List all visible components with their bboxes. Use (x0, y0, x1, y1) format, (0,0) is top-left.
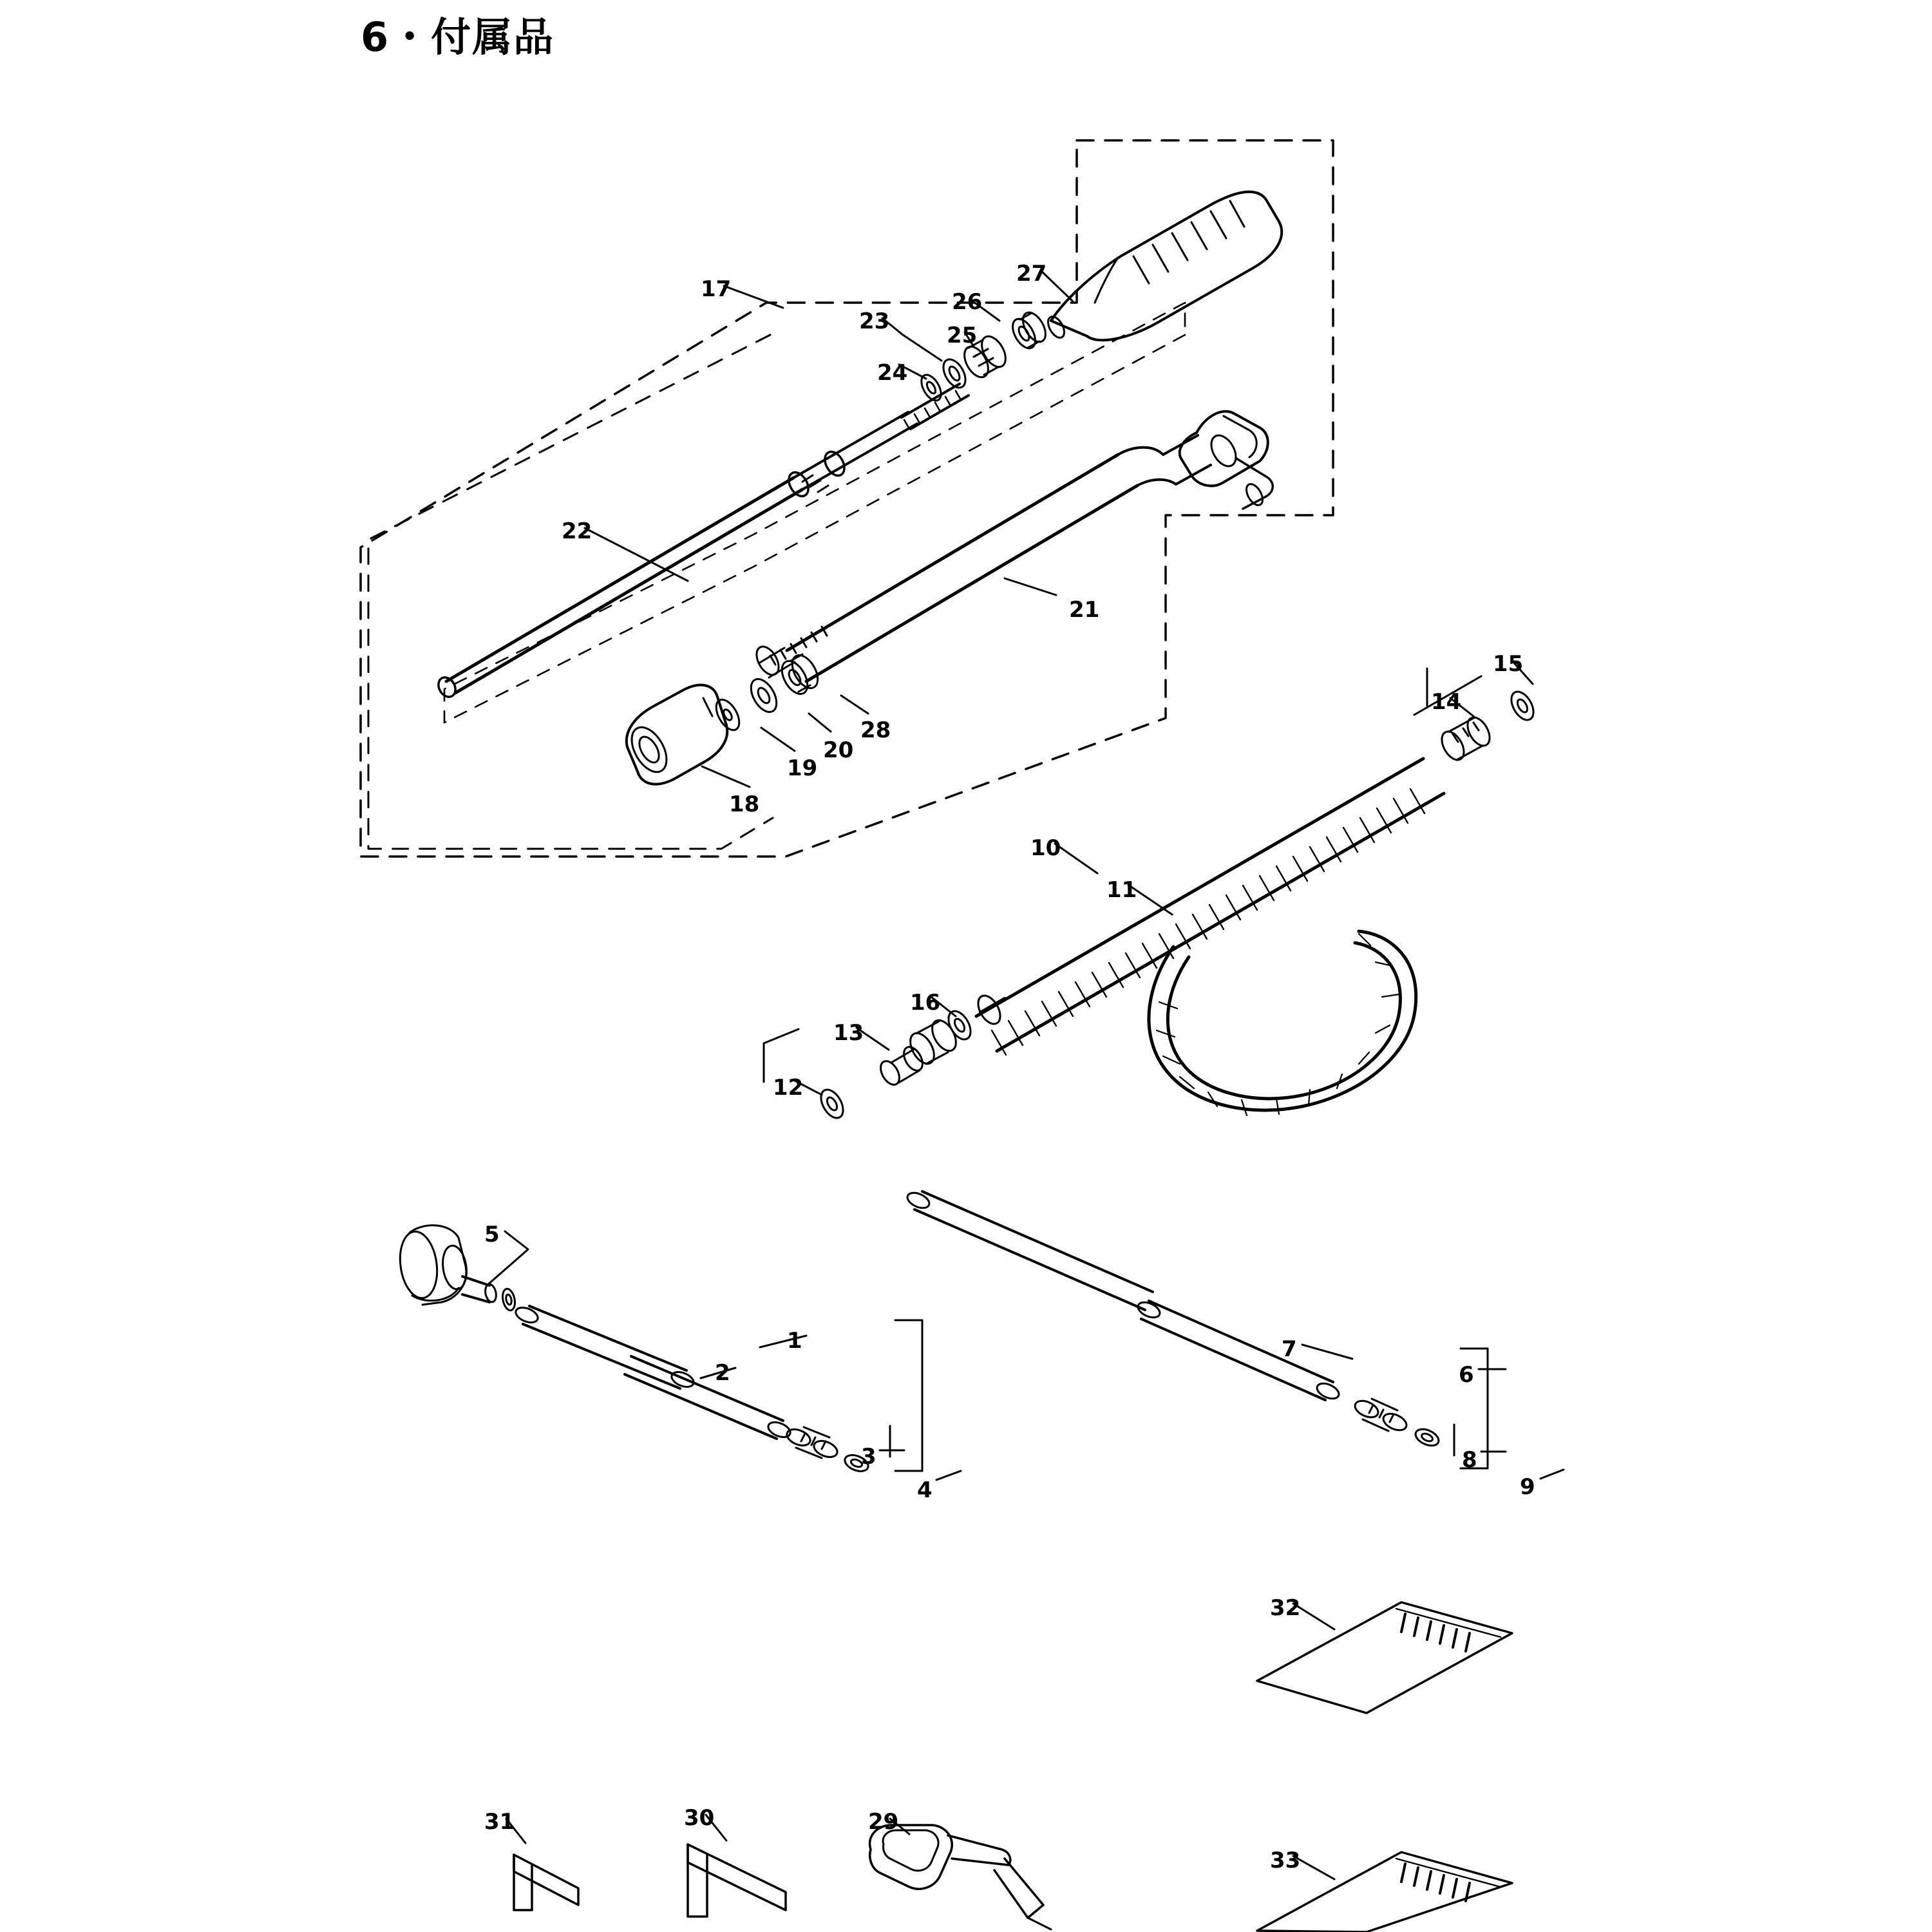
part-19-washer (712, 696, 744, 734)
callout-31: 31 (484, 1809, 515, 1835)
lance-inner-dashed-region (444, 303, 1185, 723)
part-11-hose (976, 759, 1444, 1115)
callout-17: 17 (701, 276, 732, 302)
callout-1: 1 (787, 1328, 802, 1354)
callout-29: 29 (868, 1809, 899, 1835)
callout-19: 19 (787, 755, 818, 781)
part-26-washer (1008, 308, 1050, 352)
callout-21: 21 (1069, 597, 1100, 623)
callout-5: 5 (484, 1222, 500, 1247)
part-30-hex-key-large (688, 1844, 786, 1917)
callout-23: 23 (859, 308, 890, 334)
part-29-plug-wrench (870, 1825, 1051, 1929)
callout-4: 4 (917, 1477, 933, 1503)
callout-12: 12 (773, 1075, 804, 1101)
part-18-cap (625, 685, 727, 784)
page-title: 6・付属品 (361, 14, 555, 61)
part-3-coupler (784, 1426, 839, 1461)
callout-14: 14 (1431, 689, 1462, 715)
part-8-coupler (1352, 1397, 1409, 1434)
part-27-handle-grip (1045, 192, 1282, 341)
part-2-pipe-upper (514, 1305, 696, 1390)
part-5-flange (396, 1222, 500, 1305)
callout-2: 2 (715, 1360, 730, 1386)
callout-6: 6 (1459, 1362, 1474, 1388)
part-9-washer (1413, 1426, 1441, 1449)
part-5-washer (501, 1288, 517, 1312)
leader-lines (487, 270, 1564, 1879)
callout-3: 3 (861, 1444, 876, 1470)
part-20-washer (746, 675, 782, 716)
part-12-washer (817, 1086, 848, 1122)
callout-30: 30 (684, 1805, 715, 1831)
part-15-washer (1507, 688, 1538, 724)
callout-25: 25 (947, 323, 978, 348)
callout-20: 20 (823, 737, 854, 763)
callout-18: 18 (729, 791, 760, 817)
part-22-inner-rod (435, 384, 969, 700)
callout-28: 28 (860, 717, 891, 743)
callout-16: 16 (910, 990, 941, 1016)
part-7-pipe (905, 1190, 1341, 1402)
callout-9: 9 (1520, 1474, 1535, 1500)
callout-32: 32 (1270, 1595, 1301, 1621)
callout-24: 24 (877, 360, 908, 386)
part-1-pipe-lower (625, 1356, 792, 1440)
part-13-coupler (877, 1016, 961, 1088)
part-14-coupler (1437, 714, 1494, 764)
callout-8: 8 (1462, 1447, 1477, 1473)
callout-10: 10 (1030, 835, 1061, 861)
callout-26: 26 (952, 289, 983, 315)
callout-33: 33 (1270, 1848, 1301, 1873)
callout-11: 11 (1106, 877, 1137, 903)
callout-22: 22 (562, 518, 592, 544)
callout-7: 7 (1282, 1336, 1297, 1362)
callout-13: 13 (833, 1020, 864, 1046)
part-31-hex-key-small (514, 1855, 578, 1910)
callout-15: 15 (1493, 651, 1524, 677)
callout-27: 27 (1016, 261, 1047, 287)
bracket-hose-left (764, 1029, 799, 1082)
